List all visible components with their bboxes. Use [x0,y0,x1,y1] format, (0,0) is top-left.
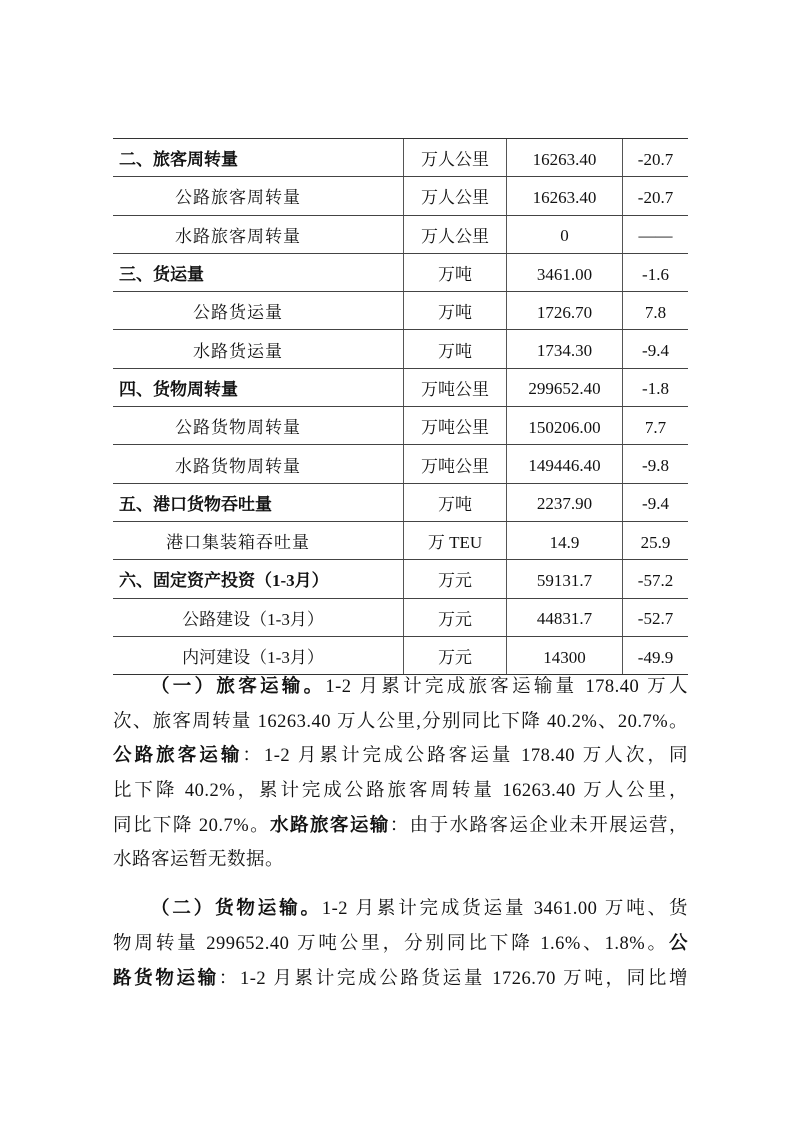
value: 0 [507,215,623,253]
value: 16263.40 [507,139,623,177]
unit: 万吨 [404,483,507,521]
indicator-name: 公路旅客周转量 [113,177,404,215]
indicator-name: 五、港口货物吞吐量 [113,483,404,521]
unit: 万元 [404,636,507,674]
bold-heading: （一）旅客运输。 [151,677,326,697]
indicator-name: 公路建设（1-3月） [113,598,404,636]
table-row [113,177,688,215]
value: 14300 [507,636,623,674]
unit: 万吨公里 [404,368,507,406]
yoy-change: -20.7 [623,177,689,215]
text-run: ：由于水路客运企业未开展运营， [389,815,688,836]
table-row [113,407,688,445]
paragraph-line [113,809,688,844]
text-run: 次、旅客周转量 16263.40 万人公里,分别同比下降 40.2%、20.7%。 [113,711,688,732]
indicator-name: 内河建设（1-3月） [113,636,404,674]
value: 1726.70 [507,292,623,330]
unit: 万人公里 [404,139,507,177]
unit: 万元 [404,598,507,636]
yoy-change: 7.8 [623,292,689,330]
text-run: 水路客运暂无数据。 [113,850,285,871]
table-row [113,368,688,406]
indicator-name: 水路货物周转量 [113,445,404,483]
yoy-change: -57.2 [623,560,689,598]
indicator-name: 六、固定资产投资（1-3月） [113,560,404,598]
statistics-table [113,138,688,675]
unit: 万 TEU [404,521,507,559]
text-run: ：1-2 月累计完成公路货运量 1726.70 万吨，同比增 [218,968,688,989]
value: 150206.00 [507,407,623,445]
bold-heading: （二）货物运输。 [151,899,322,920]
value: 59131.7 [507,560,623,598]
indicator-name: 二、旅客周转量 [113,139,404,177]
indicator-name: 港口集装箱吞吐量 [113,521,404,559]
table-row [113,292,688,330]
yoy-change: -1.8 [623,368,689,406]
indicator-name: 水路货运量 [113,330,404,368]
value: 16263.40 [507,177,623,215]
yoy-change: 7.7 [623,407,689,445]
text-run: 1-2 月累计完成旅客运输量 178.40 万人 [325,677,688,697]
bold-heading: 路货物运输 [113,968,219,989]
paragraph-line [113,927,688,962]
value: 14.9 [507,521,623,559]
text-run: 比下降 40.2%，累计完成公路旅客周转量 16263.40 万人公里， [113,781,688,802]
table-row [113,636,688,674]
unit: 万吨公里 [404,407,507,445]
indicator-name: 四、货物周转量 [113,368,404,406]
table-row [113,253,688,291]
bold-heading: 公路旅客运输 [113,746,243,767]
paragraph-line [113,892,688,927]
yoy-change: -9.8 [623,445,689,483]
table-row [113,215,688,253]
table-row [113,445,688,483]
unit: 万吨 [404,292,507,330]
table-row [113,139,688,177]
yoy-change: -49.9 [623,636,689,674]
text-run: 1-2 月累计完成货运量 3461.00 万吨、货 [321,899,688,920]
yoy-change: -9.4 [623,330,689,368]
text-run: ：1-2 月累计完成公路客运量 178.40 万人次，同 [242,746,688,767]
unit: 万吨 [404,253,507,291]
bold-heading: 水路旅客运输 [270,815,390,836]
paragraph-line [113,774,688,809]
indicator-name: 公路货物周转量 [113,407,404,445]
yoy-change: 25.9 [623,521,689,559]
indicator-name: 公路货运量 [113,292,404,330]
unit: 万人公里 [404,215,507,253]
paragraph-line [113,962,688,997]
value: 3461.00 [507,253,623,291]
unit: 万吨 [404,330,507,368]
yoy-change: -52.7 [623,598,689,636]
paragraph-line [113,739,688,774]
table-row [113,330,688,368]
value: 2237.90 [507,483,623,521]
paragraph-line [113,843,688,878]
table-row [113,521,688,559]
value: 149446.40 [507,445,623,483]
paragraph-line [113,705,688,740]
table-row [113,560,688,598]
yoy-change: -9.4 [623,483,689,521]
yoy-change: -1.6 [623,253,689,291]
indicator-name: 水路旅客周转量 [113,215,404,253]
body-text [113,670,688,996]
text-run: 同比下降 20.7%。 [113,815,271,836]
paragraph-line [113,670,688,705]
bold-heading: 公 [668,933,688,954]
unit: 万人公里 [404,177,507,215]
unit: 万吨公里 [404,445,507,483]
text-run: 物周转量 299652.40 万吨公里，分别同比下降 1.6%、1.8%。 [113,933,669,954]
value: 299652.40 [507,368,623,406]
yoy-change: —— [623,215,689,253]
indicator-name: 三、货运量 [113,253,404,291]
yoy-change: -20.7 [623,139,689,177]
unit: 万元 [404,560,507,598]
table-row [113,598,688,636]
table-row [113,483,688,521]
value: 44831.7 [507,598,623,636]
value: 1734.30 [507,330,623,368]
